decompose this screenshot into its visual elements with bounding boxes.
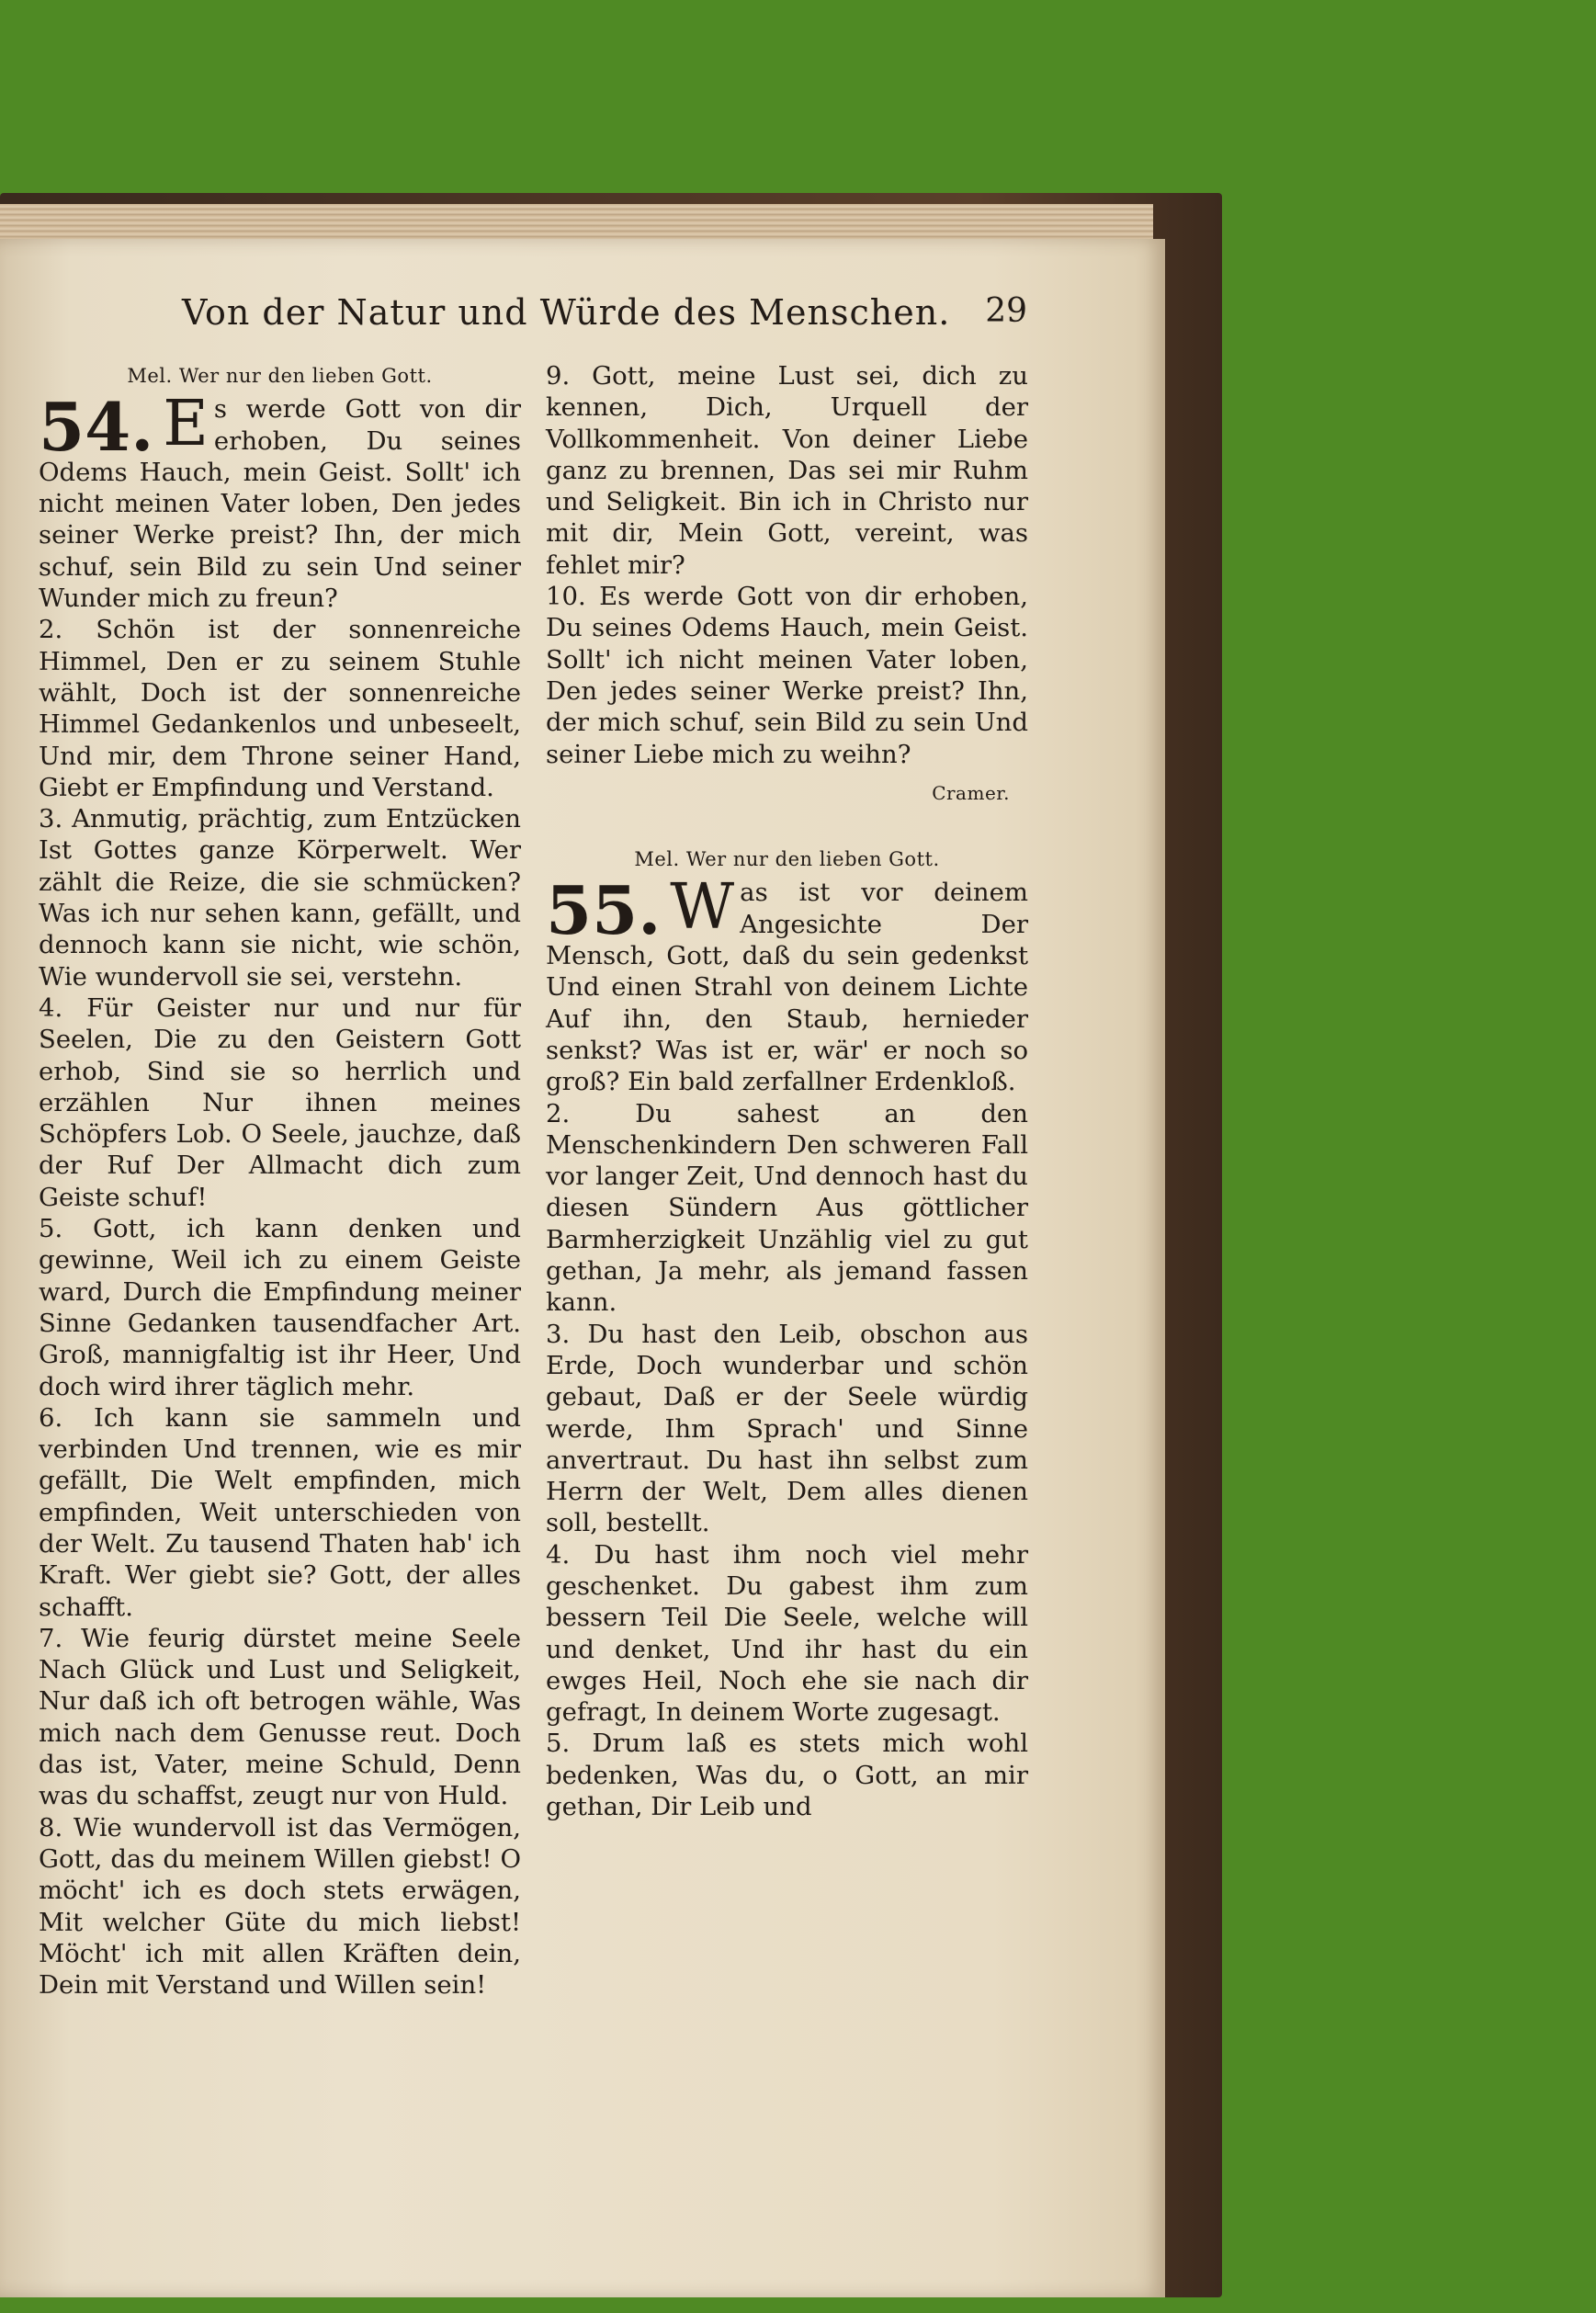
drop-cap: E	[163, 388, 209, 461]
hymn-number: 54.	[39, 388, 154, 467]
melody-line: Mel. Wer nur den lieben Gott.	[634, 848, 940, 871]
verse: as ist vor deinem Angesichte Der Mensch, Gott, daß du sein gedenkst Und einen Strahl von deinem Lichte Auf ihn, den Staub, hernieder senkst? Was ist er, wär' er noch so groß? Ein bald zerfallner Erdenkloß.	[546, 878, 1028, 1097]
verse: 7. Wie feurig dürstet meine Seele Nach Glück und Lust und Seligkeit, Nur daß ich oft betrogen wähle, Was mich nach dem Genusse reut. Doch das ist, Vater, meine Schuld, Denn was du schaffst, zeugt nur von Huld.	[39, 1623, 521, 1811]
verse: s werde Gott von dir erhoben, Du seines Odems Hauch, mein Geist. Sollt' ich nicht meinen Vater loben, Den jedes seiner Werke preist? Ihn, der mich schuf, sein Bild zu sein Und seiner Wunder mich zu freun?	[39, 394, 521, 614]
book-page	[0, 239, 1165, 2297]
verse: 4. Du hast ihm noch viel mehr geschenket. Du gabest ihm zum bessern Teil Die Seele, welche will und denket, Und ihr hast du ein ewges Heil, Noch ehe sie nach dir gefragt, In deinem Worte zugesagt.	[546, 1539, 1028, 1728]
page-number: 29	[985, 292, 1027, 330]
verse: 6. Ich kann sie sammeln und verbinden Und trennen, wie es mir gefällt, Die Welt empfinden, mich empfinden, Weit unterschieden von der Welt. Zu tausend Thaten hab' ich Kraft. Wer giebt sie? Gott, der alles schafft.	[39, 1402, 521, 1622]
verse: 4. Für Geister nur und nur für Seelen, Die zu den Geistern Gott erhob, Sind sie so herrlich und erzählen Nur ihnen meines Schöpfers Lob. O Seele, jauchze, daß der Ruf Der Allmacht dich zum Geiste schuf!	[39, 992, 521, 1212]
verse: 2. Schön ist der sonnenreiche Himmel, Den er zu seinem Stuhle wählt, Doch ist der sonnenreiche Himmel Gedankenlos und unbeseelt, Und mir, dem Throne seiner Hand, Giebt er Empfindung und Verstand.	[39, 615, 521, 802]
author-credit: Cramer.	[932, 781, 1010, 804]
verse: 3. Du hast den Leib, obschon aus Erde, Doch wunderbar und schön gebaut, Daß er der Seele würdig werde, Ihm Sprach' und Sinne anvertraut. Du hast ihn selbst zum Herrn der Welt, Dem alles dienen soll, bestellt.	[546, 1319, 1028, 1538]
hymn-55	[546, 871, 1028, 1097]
right-column	[546, 360, 1028, 1822]
hymn-54	[39, 388, 521, 614]
page-title: Von der Natur und Würde des Menschen.	[182, 292, 951, 333]
verse: 2. Du sahest an den Menschenkindern Den schweren Fall vor langer Zeit, Und dennoch hast du diesen Sündern Aus göttlicher Barmherzigkeit Unzählig viel zu gut gethan, Ja mehr, als jemand fassen kann.	[546, 1098, 1028, 1318]
verse: 10. Es werde Gott von dir erhoben, Du seines Odems Hauch, mein Geist. Sollt' ich nicht meinen Vater loben, Den jedes seiner Werke preist? Ihn, der mich schuf, sein Bild zu sein Und seiner Liebe mich zu weihn?	[546, 582, 1028, 769]
melody-line: Mel. Wer nur den lieben Gott.	[127, 365, 433, 387]
hymn-number: 55.	[546, 871, 662, 950]
verse: 5. Drum laß es stets mich wohl bedenken, Was du, o Gott, an mir gethan, Dir Leib und	[546, 1729, 1028, 1822]
left-column	[39, 360, 521, 2001]
running-head	[182, 292, 1027, 351]
verse: 3. Anmutig, prächtig, zum Entzücken Ist Gottes ganze Körperwelt. Wer zählt die Reize, die sie schmücken? Was ich nur sehen kann, gefällt, und dennoch kann sie nicht, wie schön, Wie wundervoll sie sei, verstehn.	[39, 804, 521, 992]
verse: 5. Gott, ich kann denken und gewinne, Weil ich zu einem Geiste ward, Durch die Empfindung meiner Sinne Gedanken tausendfacher Art. Groß, mannigfaltig ist ihr Heer, Und doch wird ihrer täglich mehr.	[39, 1214, 521, 1401]
verse: 8. Wie wundervoll ist das Vermögen, Gott, das du meinem Willen giebst! O möcht' ich es doch stets erwägen, Mit welcher Güte du mich liebst! Möcht' ich mit allen Kräften dein, Dein mit Verstand und Willen sein!	[39, 1812, 521, 2001]
verse: 9. Gott, meine Lust sei, dich zu kennen, Dich, Urquell der Vollkommenheit. Von deiner Liebe ganz zu brennen, Das sei mir Ruhm und Seligkeit. Bin ich in Christo nur mit dir, Mein Gott, vereint, was fehlet mir?	[546, 361, 1028, 580]
drop-cap: W	[670, 871, 735, 945]
